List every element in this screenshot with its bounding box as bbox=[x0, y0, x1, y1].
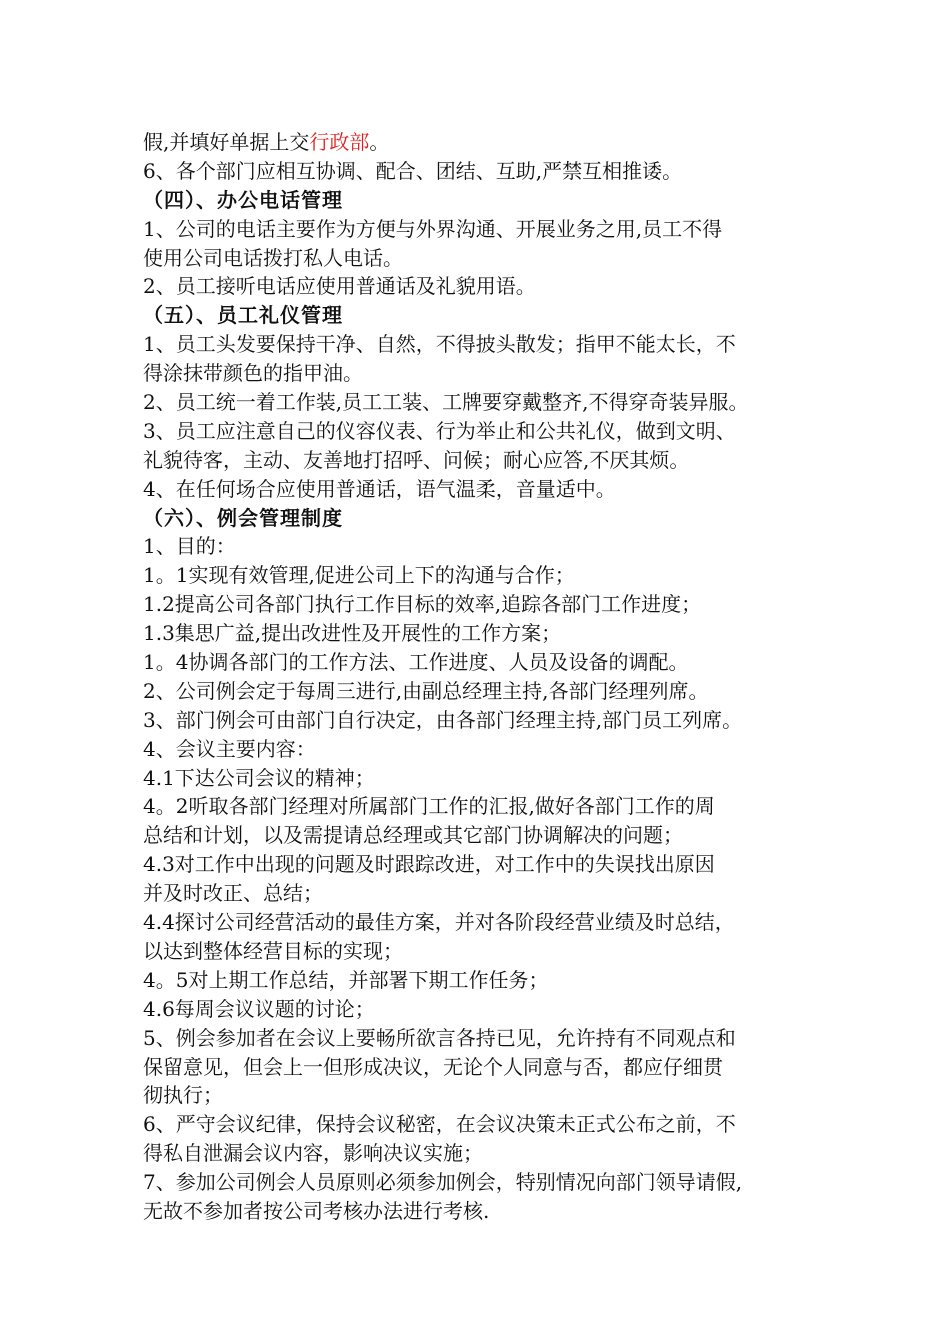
text-line: 1.2提高公司各部门执行工作目标的效率,追踪各部门工作进度； bbox=[143, 592, 702, 617]
text-line: 4、在任何场合应使用普通话，语气温柔，音量适中。 bbox=[143, 476, 616, 501]
section-heading: （四）、办公电话管理 bbox=[143, 187, 343, 212]
highlighted-text: 行政部 bbox=[309, 130, 370, 154]
text-line: 保留意见，但会上一但形成决议，无论个人同意与否，都应仔细贯 bbox=[143, 1054, 723, 1079]
text-line: 彻执行； bbox=[143, 1083, 223, 1108]
text-line: 4。2听取各部门经理对所属部门工作的汇报,做好各部门工作的周 bbox=[143, 794, 715, 819]
text-line: 6、严守会议纪律，保持会议秘密，在会议决策未正式公布之前，不 bbox=[143, 1112, 736, 1137]
text-line: 1、公司的电话主要作为方便与外界沟通、开展业务之用,员工不得 bbox=[143, 216, 723, 241]
text-line: 7、参加公司例会人员原则必须参加例会，特别情况向部门领导请假, bbox=[143, 1170, 743, 1195]
text-line: 6、各个部门应相互协调、配合、团结、互助,严禁互相推诿。 bbox=[143, 158, 683, 183]
text-line: 4.4探讨公司经营活动的最佳方案，并对各阶段经营业绩及时总结， bbox=[143, 910, 735, 935]
text-fragment: 假,并填好单据上交 bbox=[143, 130, 310, 154]
text-line: 5、例会参加者在会议上要畅所欲言各持已见，允许持有不同观点和 bbox=[143, 1025, 736, 1050]
text-line: 并及时改正、总结； bbox=[143, 881, 323, 906]
text-line: 得私自泄漏会议内容，影响决议实施； bbox=[143, 1141, 483, 1166]
document-page bbox=[143, 128, 823, 1226]
text-line: 1。4协调各部门的工作方法、工作进度、人员及设备的调配。 bbox=[143, 650, 689, 675]
text-line: 4.6每周会议议题的讨论； bbox=[143, 996, 375, 1021]
text-line: 以达到整体经营目标的实现； bbox=[143, 938, 403, 963]
text-line: 无故不参加者按公司考核办法进行考核. bbox=[143, 1198, 490, 1223]
text-line: 2、公司例会定于每周三进行,由副总经理主持,各部门经理列席。 bbox=[143, 678, 709, 703]
text-line: 礼貌待客，主动、友善地打招呼、问候；耐心应答,不厌其烦。 bbox=[143, 447, 690, 472]
text-line: 4.3对工作中出现的问题及时跟踪改进，对工作中的失误找出原因 bbox=[143, 852, 715, 877]
text-line: 1、员工头发要保持干净、自然，不得披头散发；指甲不能太长，不 bbox=[143, 332, 736, 357]
text-line: 总结和计划，以及需提请总经理或其它部门协调解决的问题； bbox=[143, 823, 683, 848]
text-line bbox=[143, 128, 823, 157]
text-line: 2、员工统一着工作装,员工工装、工牌要穿戴整齐,不得穿奇装异服。 bbox=[143, 390, 749, 415]
text-line: 4.1下达公司会议的精神； bbox=[143, 765, 375, 790]
text-line: 1、目的： bbox=[143, 534, 236, 559]
section-heading: （五）、员工礼仪管理 bbox=[143, 303, 343, 328]
text-fragment: 。 bbox=[369, 130, 390, 154]
text-line: 3、部门例会可由部门自行决定，由各部门经理主持,部门员工列席。 bbox=[143, 707, 743, 732]
text-line: 得涂抹带颜色的指甲油。 bbox=[143, 361, 363, 386]
text-line: 1。1实现有效管理,促进公司上下的沟通与合作； bbox=[143, 563, 575, 588]
text-line: 4。5对上期工作总结，并部署下期工作任务； bbox=[143, 967, 549, 992]
section-heading: （六）、例会管理制度 bbox=[143, 505, 343, 530]
text-line: 2、员工接听电话应使用普通话及礼貌用语。 bbox=[143, 274, 536, 299]
text-line: 4、会议主要内容： bbox=[143, 736, 316, 761]
text-line: 使用公司电话拨打私人电话。 bbox=[143, 245, 403, 270]
text-line: 1.3集思广益,提出改进性及开展性的工作方案； bbox=[143, 621, 562, 646]
text-line: 3、员工应注意自己的仪容仪表、行为举止和公共礼仪，做到文明、 bbox=[143, 418, 736, 443]
